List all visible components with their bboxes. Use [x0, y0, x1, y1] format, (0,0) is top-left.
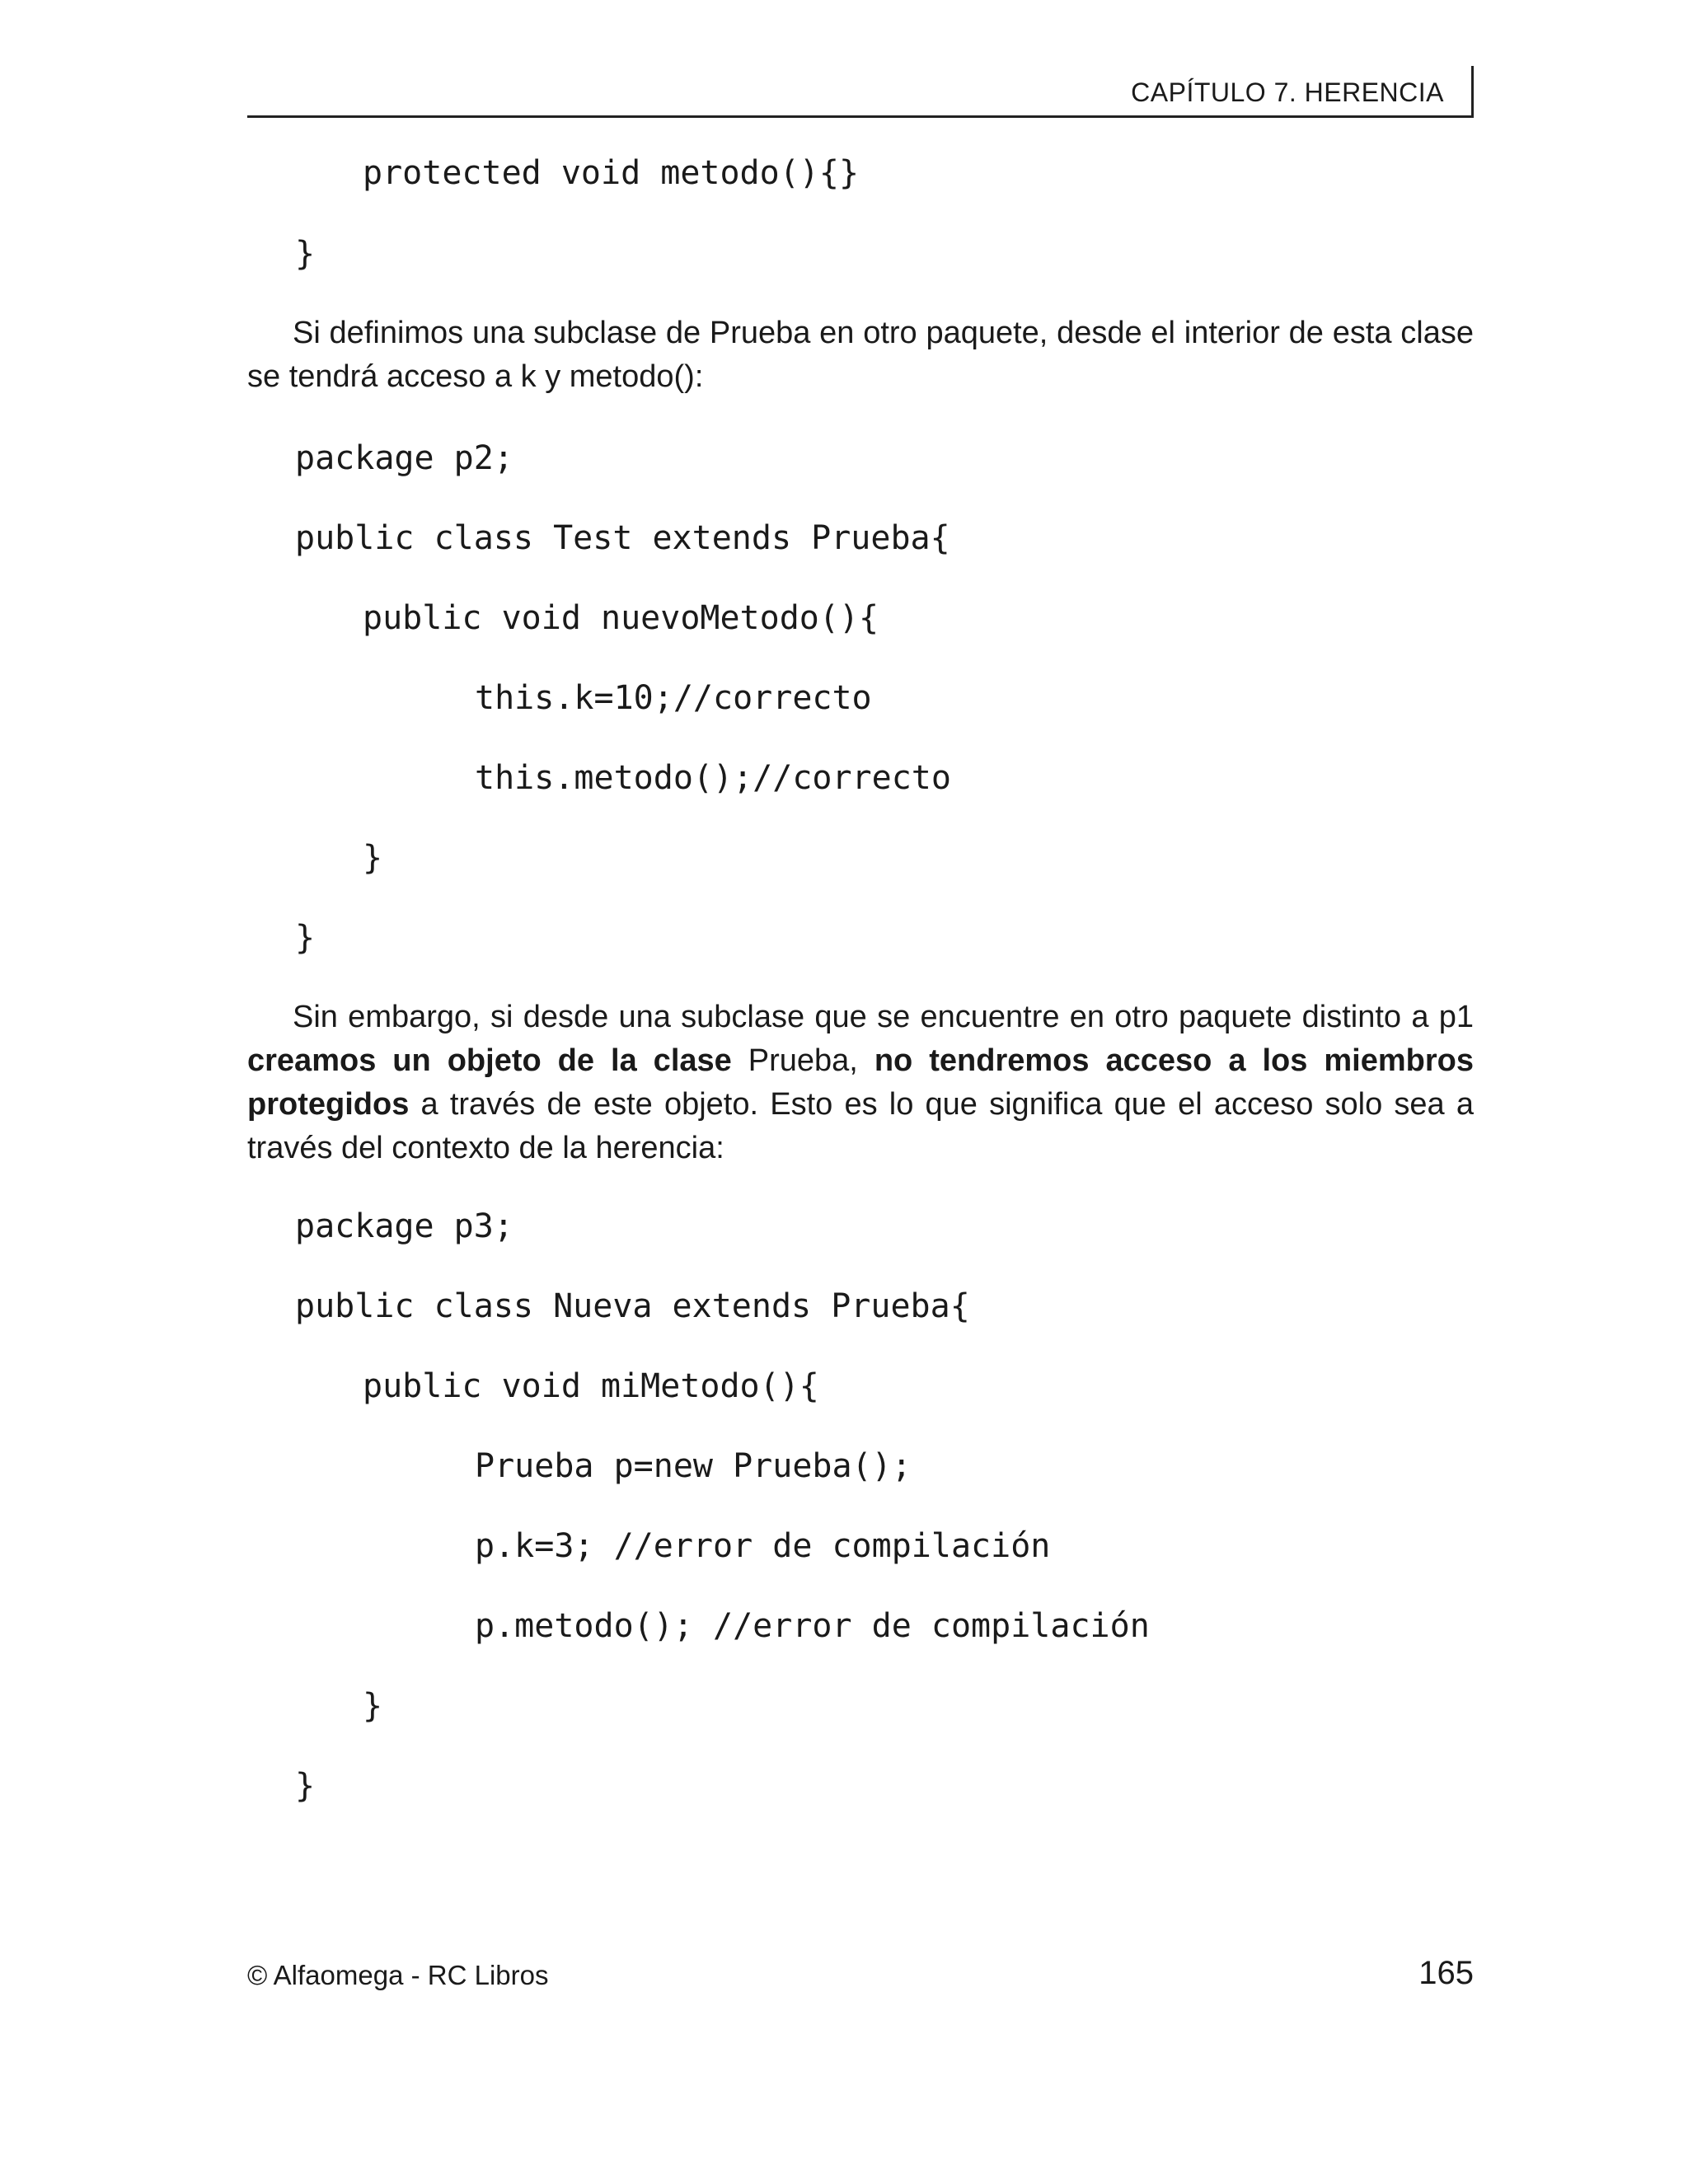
code-line: Prueba p=new Prueba();: [475, 1447, 912, 1485]
bold-text: no tendremos acceso a los miembros protegidos: [247, 1043, 1474, 1122]
code-line: }: [295, 235, 316, 273]
bold-text: creamos un objeto de la clase: [247, 1043, 732, 1078]
code-line: p.k=3; //error de compilación: [475, 1527, 1051, 1565]
code-line: this.metodo();//correcto: [475, 759, 951, 797]
code-line: package p3;: [295, 1207, 513, 1245]
code-line: protected void metodo(){}: [363, 154, 860, 192]
page-number: 165: [1418, 1955, 1474, 1991]
code-line: public class Nueva extends Prueba{: [295, 1287, 970, 1325]
code-line: this.k=10;//correcto: [475, 679, 872, 717]
code-line: public void nuevoMetodo(){: [363, 599, 879, 637]
code-line: package p2;: [295, 439, 513, 477]
paragraph-text: Si definimos una subclase de Prueba en otro paquete, desde el interior de esta clase se tendrá acceso a k y metodo():: [247, 316, 1474, 394]
code-line: public void miMetodo(){: [363, 1367, 819, 1405]
code-line: }: [295, 919, 316, 957]
paragraph: [247, 996, 1474, 1170]
header-vertical-rule: [1471, 66, 1474, 115]
code-line: p.metodo(); //error de compilación: [475, 1607, 1150, 1645]
code-line: }: [363, 839, 383, 877]
chapter-title: CAPÍTULO 7. HERENCIA: [1131, 77, 1444, 107]
paragraph-text: Prueba,: [731, 1043, 874, 1078]
code-line: }: [363, 1687, 383, 1725]
publisher-credit: © Alfaomega - RC Libros: [247, 1960, 549, 1990]
paragraph-text: a través de este objeto. Esto es lo que significa que el acceso solo sea a través del contexto de la herencia:: [247, 1087, 1474, 1165]
paragraph: [247, 312, 1474, 399]
paragraph-text: Sin embargo, si desde una subclase que se encuentre en otro paquete distinto a p1: [293, 1000, 1474, 1034]
running-header: [247, 66, 1474, 118]
code-line: public class Test extends Prueba{: [295, 519, 950, 557]
code-line: }: [295, 1767, 316, 1805]
